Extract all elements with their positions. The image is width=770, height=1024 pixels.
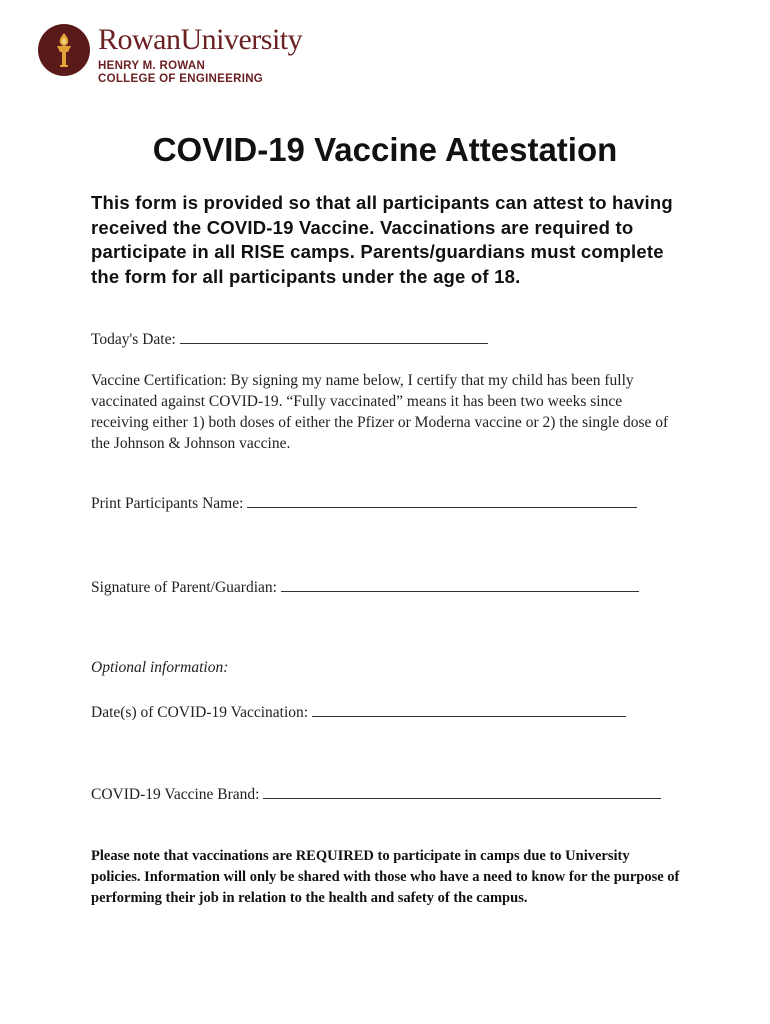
college-line-1: HENRY M. ROWAN <box>98 60 206 72</box>
signature-field[interactable] <box>91 578 639 597</box>
signature-label: Signature of Parent/Guardian: <box>91 579 277 596</box>
college-line-2: COLLEGE OF ENGINEERING <box>98 73 264 85</box>
optional-info-heading: Optional information: <box>91 659 229 676</box>
todays-date-line[interactable] <box>180 330 488 344</box>
vaccination-dates-field[interactable] <box>91 703 626 722</box>
todays-date-field[interactable] <box>91 330 488 349</box>
todays-date-label: Today's Date: <box>91 331 176 348</box>
page-title: COVID-19 Vaccine Attestation <box>152 131 618 168</box>
vaccine-certification-text: Vaccine Certification: By signing my name below, I certify that my child has been fully vaccinated against COVID-19. “Fully vaccinated” means it has been two weeks since receiving either 1) both doses of either the Pfizer or Moderna vaccine or 2) the single dose of the Johnson & Johnson vaccine. <box>91 372 669 452</box>
logo-text <box>98 25 302 86</box>
participant-name-field[interactable] <box>91 494 637 513</box>
vaccination-dates-line[interactable] <box>312 703 626 717</box>
vaccination-dates-label: Date(s) of COVID-19 Vaccination: <box>91 704 309 721</box>
torch-seal-icon <box>38 24 90 76</box>
vaccine-brand-field[interactable] <box>91 785 661 804</box>
participant-name-label: Print Participants Name: <box>91 495 244 512</box>
intro-paragraph: This form is provided so that all participants can attest to having received the COVID-19 Vaccine. Vaccinations are required to participate in all RISE camps. Parents/guardians must complete the form for all participants under the age of 18. <box>91 192 673 287</box>
college-name <box>98 60 302 86</box>
vaccine-brand-line[interactable] <box>263 785 661 799</box>
participant-name-line[interactable] <box>247 494 637 508</box>
university-name: RowanUniversity <box>98 23 303 56</box>
vaccine-brand-label: COVID-19 Vaccine Brand: <box>91 786 260 803</box>
university-logo <box>38 24 302 86</box>
signature-line[interactable] <box>281 578 639 592</box>
policy-note: Please note that vaccinations are REQUIRED to participate in camps due to University policies. Information will only be shared with those who have a need to know for the purpose of performing their job in relation to the health and safety of the campus. <box>91 848 680 906</box>
